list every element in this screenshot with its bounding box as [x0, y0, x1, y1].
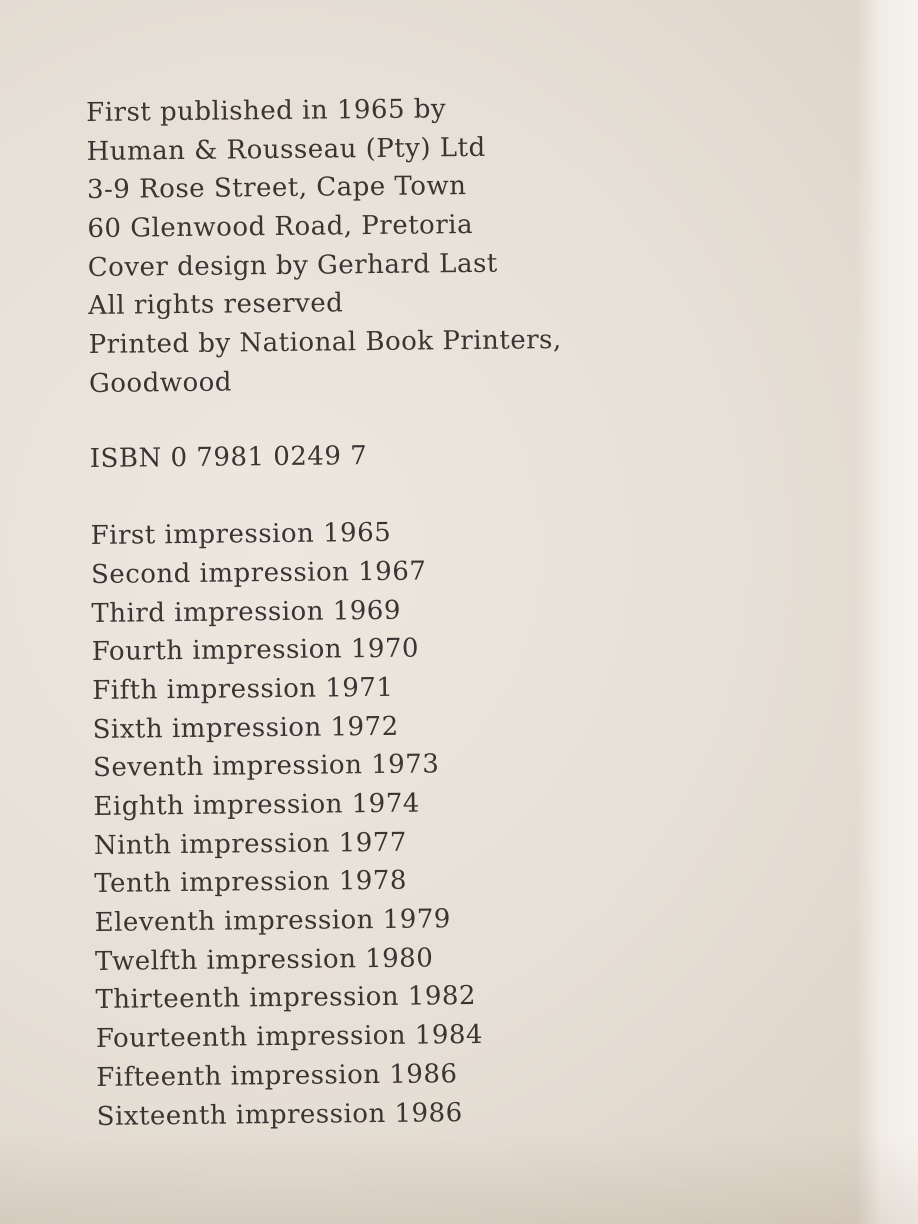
publisher-line: Goodwood [88, 367, 233, 399]
impression-item: Fourteenth impression 1984 [95, 1020, 484, 1055]
isbn-number: ISBN 0 7981 0249 7 [89, 440, 368, 474]
page-edge [856, 0, 918, 1224]
impression-item: Twelfth impression 1980 [94, 943, 434, 977]
impression-item: Thirteenth impression 1982 [95, 981, 477, 1016]
impression-item: Sixth impression 1972 [92, 711, 399, 745]
impression-item: Eleventh impression 1979 [94, 904, 452, 939]
impression-item: Ninth impression 1977 [93, 827, 408, 861]
impression-item: Tenth impression 1978 [94, 866, 408, 900]
impression-item: Fifth impression 1971 [92, 672, 394, 706]
impressions-list [90, 510, 816, 1137]
impression-item: Seventh impression 1973 [92, 749, 440, 784]
impression-item: Fourth impression 1970 [91, 633, 420, 668]
impression-item: Third impression 1969 [91, 595, 402, 629]
publisher-line: 60 Glenwood Road, Pretoria [87, 210, 474, 245]
publisher-line: First published in 1965 by [86, 94, 447, 128]
impression-item: Eighth impression 1974 [93, 788, 421, 822]
copyright-block [86, 86, 817, 1136]
impression-item: Sixteenth impression 1986 [96, 1097, 463, 1132]
publisher-line: Human & Rousseau (Pty) Ltd [86, 132, 486, 167]
impression-item: First impression 1965 [90, 518, 392, 552]
publisher-line: Cover design by Gerhard Last [87, 248, 498, 283]
publisher-line: All rights reserved [88, 288, 344, 322]
publisher-info [86, 86, 809, 403]
impression-item: Fifteenth impression 1986 [96, 1058, 458, 1093]
publisher-line: Printed by National Book Printers, [88, 325, 562, 361]
publisher-line: 3-9 Rose Street, Cape Town [86, 171, 467, 206]
page-shadow [0, 1134, 918, 1224]
impression-item: Second impression 1967 [90, 556, 427, 590]
